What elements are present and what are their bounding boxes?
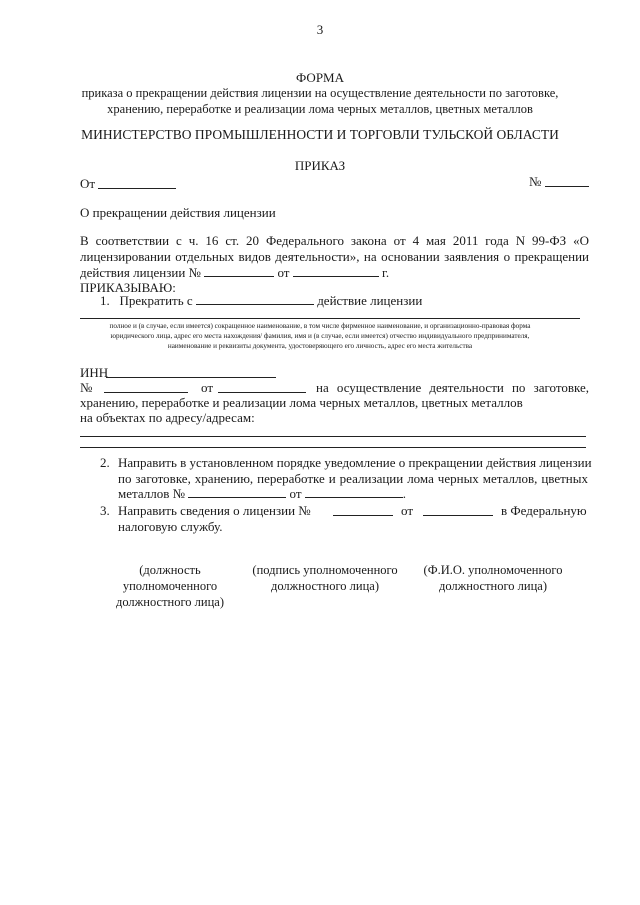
item-2-period: . [402,486,407,501]
order-caps: ПРИКАЗЫВАЮ: [80,280,176,295]
item-3-from-label: от [401,503,414,518]
basis-from-label: от [277,265,290,280]
basis-line-2: лицензировании отдельных видов деятельности», на основании заявления о прекращении [80,249,589,264]
signature-name-block [418,562,568,594]
item-2-line-2: по заготовке, хранению, переработке и реализации лома черных металлов, цветных [118,471,588,486]
basis-date-field[interactable] [293,276,379,277]
item-3-text-c: в Федеральную [501,503,587,518]
license-from-label: от [201,380,214,395]
licensee-note-line-3: наименование и реквизиты документа, удостоверяющего его личность, адрес его места жительства [167,342,473,350]
order-heading: ПРИКАЗ [294,158,346,173]
position-line-3: должностного лица) [115,595,225,609]
item-1-date-field[interactable] [196,304,314,305]
form-subtitle-line-2: хранению, переработке и реализации лома черных металлов, цветных металлов [107,102,533,116]
license-number-field[interactable] [104,392,188,393]
signature-line-2: должностного лица) [270,579,380,593]
license-line-2: хранению, переработке и реализации лома черных металлов, цветных металлов [80,395,523,410]
address-field-2[interactable] [80,447,586,448]
basis-license-label: действия лицензии № [80,265,201,280]
license-number-label: № [80,380,93,395]
licensee-note-line-1: полное и (в случае, если имеется) сокращенное наименование, в том числе фирменное наименование, и организационно-правовая форма [109,322,531,330]
item-2-date-field[interactable] [305,497,403,498]
item-3-text-a: Направить сведения о лицензии № [118,503,311,518]
number-label: № [529,174,542,189]
position-line-2: уполномоченного [122,579,218,593]
license-line-3: на объектах по адресу/адресам: [80,410,255,425]
page-number: 3 [316,22,324,37]
address-field-1[interactable] [80,436,586,437]
signature-line-1: (подпись уполномоченного [252,563,398,577]
form-subtitle-line-1: приказа о прекращении действия лицензии на осуществление деятельности по заготовке, [81,86,559,100]
basis-license-number-field[interactable] [204,276,274,277]
item-3-number: 3. [100,503,110,518]
basis-year-suffix: г. [381,265,390,280]
item-2-metals-label: металлов № [118,486,185,501]
order-subject: О прекращении действия лицензии [80,205,276,220]
item-2-license-number-field[interactable] [188,497,286,498]
item-2-line-3 [118,486,406,502]
position-line-1: (должность [139,563,201,577]
inn-field[interactable] [106,377,276,378]
from-label: От [80,176,96,191]
item-1-number: 1. [100,293,110,308]
basis-line-3 [80,265,389,281]
item-2-number: 2. [100,455,110,470]
item-2-line-1: Направить в установленном порядке уведомление о прекращении действия лицензии [118,455,592,470]
ministry-name: МИНИСТЕРСТВО ПРОМЫШЛЕННОСТИ И ТОРГОВЛИ ТУЛЬСКОЙ ОБЛАСТИ [81,127,559,142]
item-2-from-label: от [289,486,302,501]
license-date-field[interactable] [218,392,306,393]
basis-line-1: В соответствии с ч. 16 ст. 20 Федерального закона от 4 мая 2011 года N 99-ФЗ «О [80,233,589,248]
name-line-1: (Ф.И.О. уполномоченного [423,563,563,577]
licensee-field[interactable] [80,318,580,319]
inn-label: ИНН [80,365,109,380]
item-1-text-a: Прекратить с [119,293,193,308]
item-3-date-field[interactable] [423,515,493,516]
license-text: на осуществление деятельности по заготовке, [316,380,589,395]
item-1 [100,293,422,309]
form-title: ФОРМА [296,70,344,85]
signature-sign-block [250,562,400,594]
item-1-text-b: действие лицензии [317,293,423,308]
order-date-field[interactable] [98,188,176,189]
signature-position-block [110,562,230,610]
licensee-note-line-2: юридического лица, адрес его места нахождения/ фамилия, имя и (в случае, если имеется) отчество индивидуального предпринимателя, [110,332,530,340]
name-line-2: должностного лица) [438,579,548,593]
item-3-line-2: налоговую службу. [118,519,223,534]
item-3-license-number-field[interactable] [333,515,393,516]
order-number-field[interactable] [545,186,589,187]
